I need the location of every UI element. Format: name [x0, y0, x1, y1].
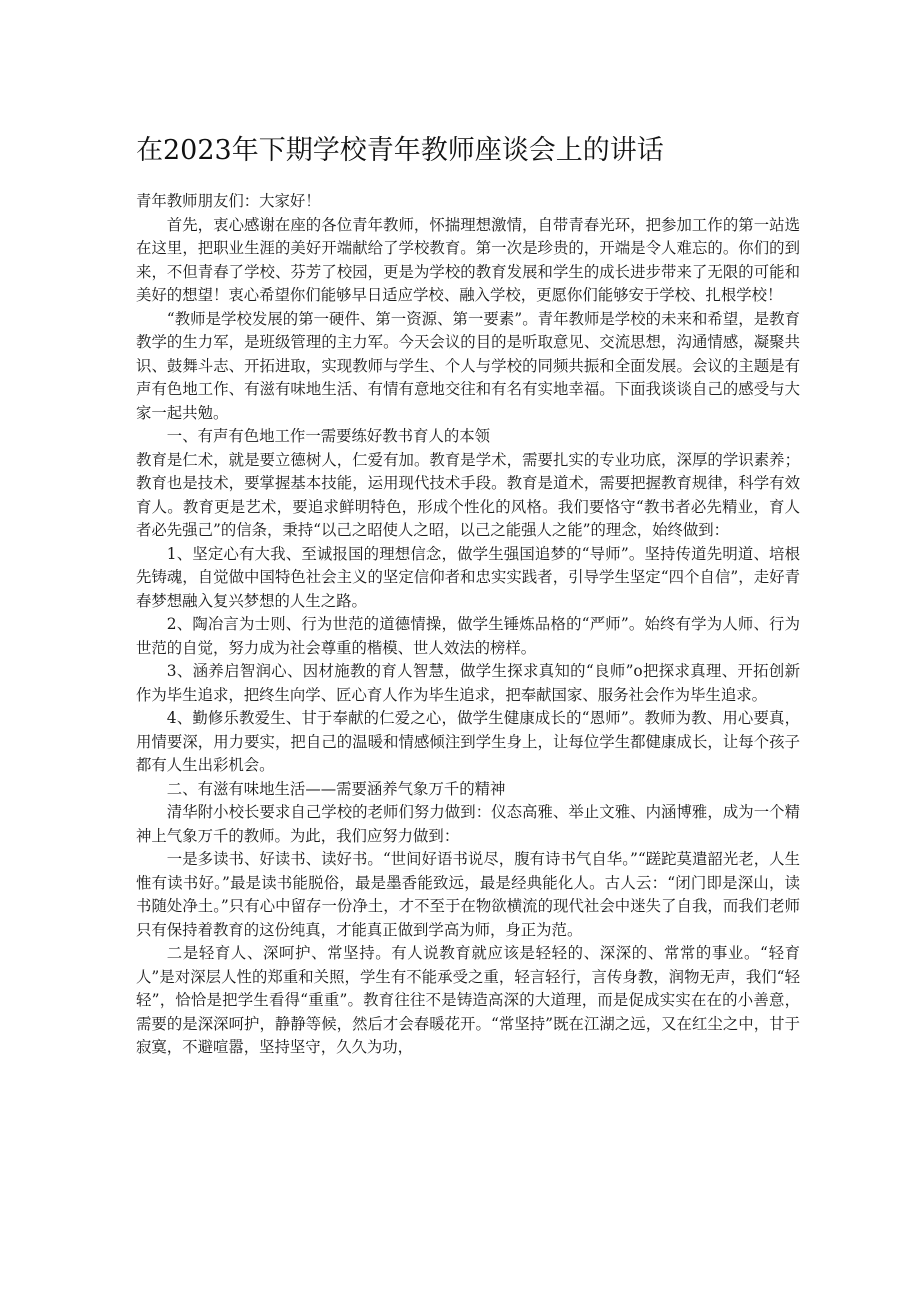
section-heading-1: 一、有声有色地工作一需要练好教书育人的本领: [166, 427, 491, 445]
document-body: [136, 190, 800, 1060]
list-item-1: 1、坚定心有大我、至诚报国的理想信念，做学生强国追梦的“导师”。坚持传道先明道、培根先铸魂，自觉做中国特色社会主义的坚定信仰者和忠实实践者，引导学生坚定“四个自信”，走好青春梦想融入复兴梦想的人生之路。: [136, 544, 800, 610]
paragraph-2: “教师是学校发展的第一硬件、第一资源、第一要素”。青年教师是学校的未来和希望，是教育教学的生力军，是班级管理的主力军。今天会议的目的是听取意见、交流思想，沟通情感，凝聚共识、鼓舞斗志、开拓进取，实现教师与学生、个人与学校的同频共振和全面发展。会议的主题是有声有色地工作、有滋有味地生活、有情有意地交往和有名有实地幸福。下面我谈谈自己的感受与大家一起共勉。: [136, 309, 800, 422]
greeting-paragraph: 青年教师朋友们：大家好！: [136, 192, 321, 210]
list-item-4: 4、勤修乐教爱生、甘于奉献的仁爱之心，做学生健康成长的“恩师”。教师为教、用心要真，用情要深，用力要实，把自己的温暖和情感倾注到学生身上，让每位学生都健康成长，让每个孩子都有人生出彩机会。: [136, 709, 800, 774]
paragraph-3: 教育是仁术，就是要立德树人，仁爱有加。教育是学术，需要扎实的专业功底，深厚的学识素养；教育也是技术，要掌握基本技能，运用现代技术手段。教育是道术，需要把握教育规律，科学有效育人。教育更是艺术，要追求鲜明特色，形成个性化的风格。我们要恪守“教书者必先精业，育人者必先强己”的信条，秉持“以己之昭使人之昭，以己之能强人之能”的理念，始终做到：: [136, 450, 800, 539]
paragraph-4: 清华附小校长要求自己学校的老师们努力做到：仪态高雅、举止文雅、内涵博雅，成为一个精神上气象万千的教师。为此，我们应努力做到：: [136, 803, 800, 845]
paragraph-5: 一是多读书、好读书、读好书。“世间好语书说尽，腹有诗书气自华。”“蹉跎莫遣韶光老，人生惟有读书好。”最是读书能脱俗，最是墨香能致远，最是经典能化人。古人云：“闭门即是深山，读书随处净土。”只有心中留存一份净土，才不至于在物欲横流的现代社会中迷失了自我，而我们老师只有保持着教育的这份纯真，才能真正做到学高为师，身正为范。: [136, 850, 800, 939]
document-title: 在2023年下期学校青年教师座谈会上的讲话: [136, 135, 664, 166]
list-item-3: 3、涵养启智润心、因材施教的育人智慧，做学生探求真知的“良师”o把探求真理、开拓创新作为毕生追求，把终生向学、匠心育人作为毕生追求，把奉献国家、服务社会作为毕生追求。: [136, 662, 800, 704]
section-heading-2: 二、有滋有味地生活——需要涵养气象万千的精神: [166, 779, 506, 798]
paragraph-6: 二是轻育人、深呵护、常坚持。有人说教育就应该是轻轻的、深深的、常常的事业。“轻育人”是对深层人性的郑重和关照，学生有不能承受之重，轻言轻行，言传身教，润物无声，我们“轻轻”，恰恰是把学生看得“重重”。教育往往不是铸造高深的大道理，而是促成实实在在的小善意，需要的是深深呵护，静静等候，然后才会春暖花开。“常坚持”既在江湖之远，又在红尘之中，甘于寂寞，不避喧嚣，坚持坚守，久久为功，: [136, 944, 800, 1056]
list-item-2: 2、陶冶言为士则、行为世范的道德情操，做学生锤炼品格的“严师”。始终有学为人师、行为世范的自觉，努力成为社会尊重的楷模、世人效法的榜样。: [136, 615, 800, 657]
paragraph-1: 首先，衷心感谢在座的各位青年教师，怀揣理想激情，自带青春光环，把参加工作的第一站选在这里，把职业生涯的美好开端献给了学校教育。第一次是珍贵的，开端是令人难忘的。你们的到来，不但青春了学校、芬芳了校园，更是为学校的教育发展和学生的成长进步带来了无限的可能和美好的想望！衷心希望你们能够早日适应学校、融入学校，更愿你们能够安于学校、扎根学校！: [136, 215, 800, 304]
